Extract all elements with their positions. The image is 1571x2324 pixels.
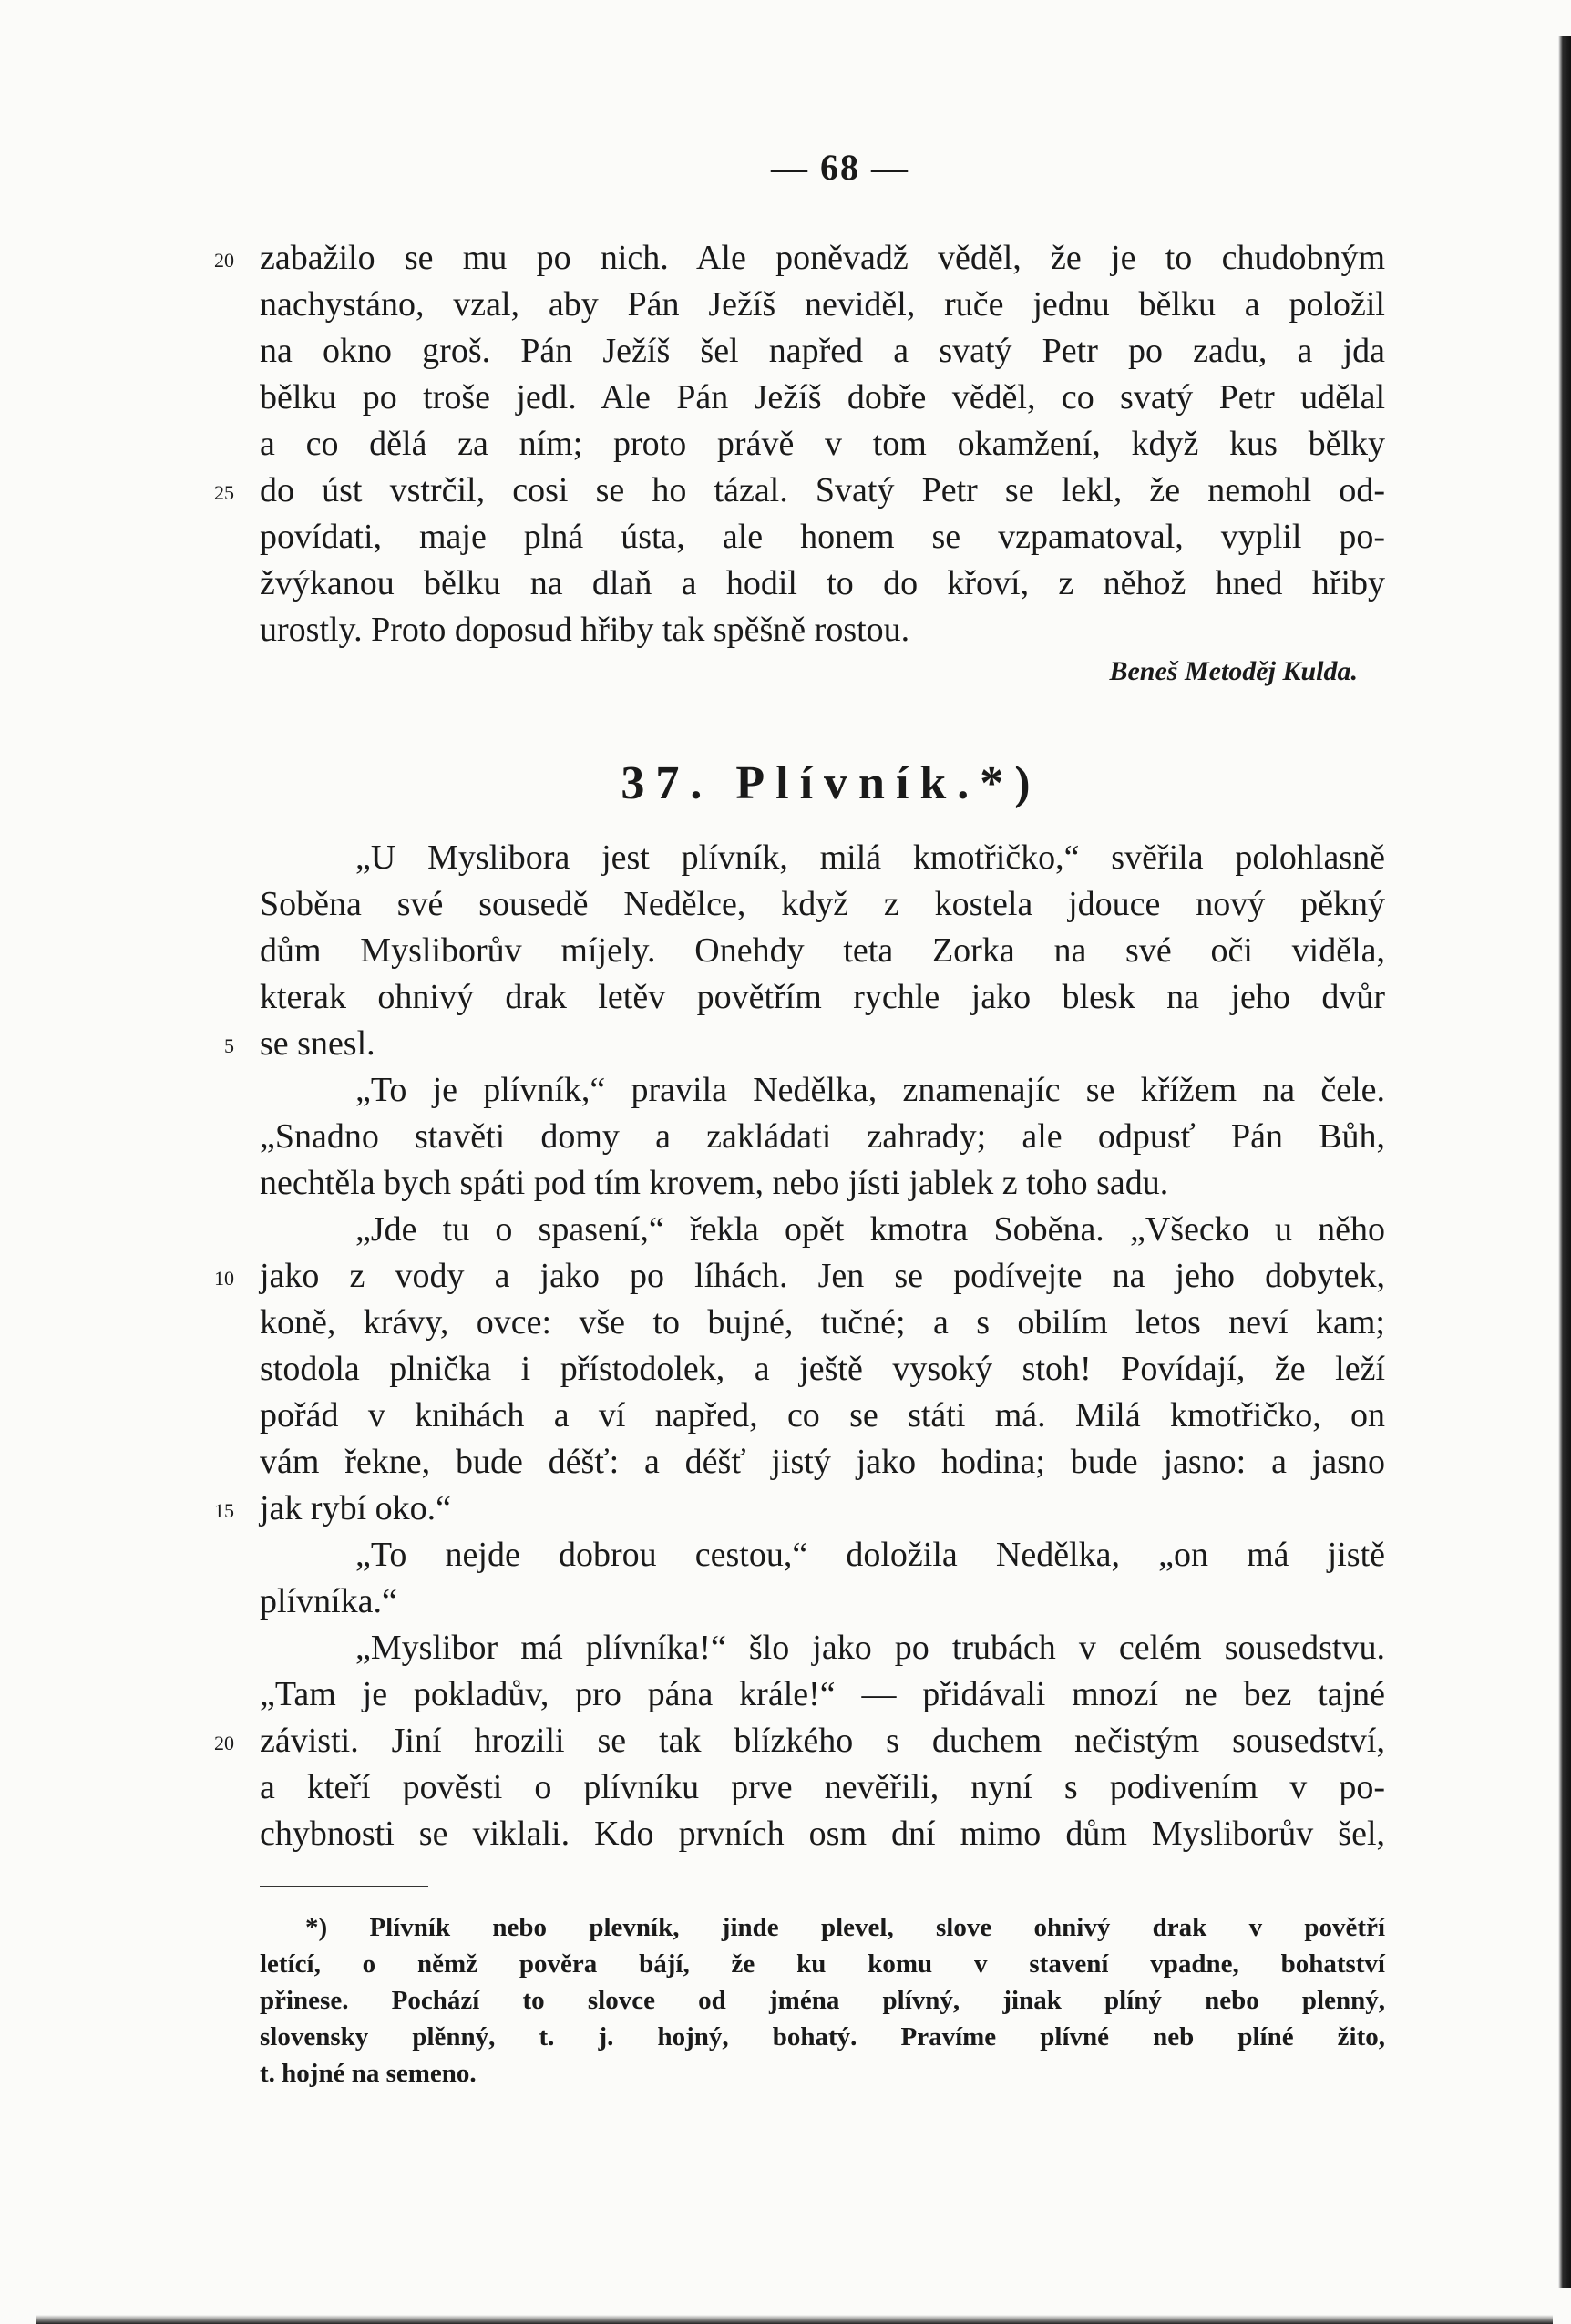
line-text: jak rybí oko.“ [260, 1489, 452, 1527]
text-line [260, 514, 1385, 560]
line-text: nachystáno, vzal, aby Pán Ježíš neviděl, ruče jednu bělku a položil [260, 285, 1385, 324]
text-block-top [214, 235, 1385, 653]
line-text: na okno groš. Pán Ježíš šel napřed a svatý Petr po zadu, a jda [260, 332, 1385, 370]
text-line [260, 560, 1385, 607]
text-line [260, 1811, 1385, 1857]
text-line [260, 881, 1385, 928]
line-text: a kteří pověsti o plívníku prve nevěřili, nyní s podivením v po- [260, 1768, 1385, 1806]
text-line [260, 421, 1385, 468]
text-line [214, 1253, 1385, 1300]
text-line [260, 1532, 1385, 1578]
footnote-line: letící, o němž pověra bájí, že ku komu v stavení vpadne, bohatství [260, 1949, 1385, 1979]
text-line [260, 974, 1385, 1021]
line-number: 20 [214, 249, 234, 272]
line-text: stodola plnička i přístodolek, a ještě vysoký stoh! Povídají, že leží [260, 1350, 1385, 1388]
text-line [260, 607, 1385, 653]
footnote-line: přinese. Pochází to slovce od jména plívný, jinak plíný nebo plenný, [260, 1986, 1385, 2015]
footnote [260, 1909, 1385, 2092]
line-text: žvýkanou bělku na dlaň a hodil to do křoví, z něhož hned hřiby [260, 564, 1385, 602]
line-number: 25 [214, 481, 234, 504]
text-line [260, 1346, 1385, 1393]
author-signature: Beneš Metoděj Kulda. [1109, 656, 1358, 686]
text-line [260, 1393, 1385, 1439]
line-text: se snesl. [260, 1024, 375, 1063]
line-text: urostly. Proto doposud hřiby tak spěšně rostou. [260, 611, 910, 649]
page-bottom-edge [36, 2315, 1553, 2324]
text-line [214, 468, 1385, 514]
footnote-rule [260, 1886, 428, 1887]
line-text: závisti. Jiní hrozili se tak blízkého s duchem nečistým sousedství, [260, 1722, 1385, 1760]
text-line [260, 1764, 1385, 1811]
page-edge-shadow [1558, 36, 1571, 2288]
text-line [260, 1067, 1385, 1114]
line-text: „Snadno stavěti domy a zakládati zahrady; ale odpusť Pán Bůh, [260, 1117, 1385, 1156]
line-text: bělku po troše jedl. Ale Pán Ježíš dobře věděl, co svatý Petr udělal [260, 378, 1385, 416]
line-text: „To nejde dobrou cestou,“ doložila Nedělka, „on má jistě [355, 1536, 1385, 1574]
text-line [260, 1207, 1385, 1253]
text-line [214, 1486, 1385, 1532]
text-block-body [214, 835, 1385, 1857]
line-text: „Tam je pokladův, pro pána krále!“ — přidávali mnozí ne bez tajné [260, 1675, 1385, 1713]
text-line [260, 835, 1385, 881]
text-line [260, 1114, 1385, 1160]
line-number: 5 [224, 1034, 234, 1057]
text-line [260, 1300, 1385, 1346]
line-text: „Jde tu o spasení,“ řekla opět kmotra Soběna. „Všecko u něho [355, 1210, 1385, 1249]
line-text: vám řekne, bude déšť: a déšť jistý jako hodina; bude jasno: a jasno [260, 1443, 1385, 1481]
text-line [214, 235, 1385, 282]
text-line [214, 1718, 1385, 1764]
line-text: nechtěla bych spáti pod tím krovem, nebo jísti jablek z toho sadu. [260, 1164, 1169, 1202]
line-text: pořád v knihách a ví napřed, co se státi má. Milá kmotřičko, on [260, 1396, 1385, 1435]
line-text: „Myslibor má plívníka!“ šlo jako po trubách v celém sousedstvu. [355, 1629, 1385, 1667]
page-number: — 68 — [771, 147, 909, 188]
text-line [260, 1439, 1385, 1486]
footnote-line: *) Plívník nebo plevník, jinde plevel, slove ohnivý drak v povětří [305, 1913, 1385, 1942]
line-text: jako z vody a jako po líhách. Jen se podívejte na jeho dobytek, [260, 1257, 1385, 1295]
footnote-line: t. hojné na semeno. [260, 2059, 477, 2088]
text-line [260, 928, 1385, 974]
line-text: Soběna své sousedě Nedělce, když z kostela jdouce nový pěkný [260, 885, 1385, 923]
text-line [260, 1578, 1385, 1625]
line-text: „U Myslibora jest plívník, milá kmotřičko,“ svěřila polohlasně [355, 838, 1385, 877]
line-text: zabažilo se mu po nich. Ale poněvadž věděl, že je to chudobným [260, 239, 1385, 277]
text-line [260, 1625, 1385, 1671]
line-text: dům Mysliborův míjely. Onehdy teta Zorka na své oči viděla, [260, 931, 1385, 970]
footnote-line: slovensky plěnný, t. j. hojný, bohatý. Pravíme plívné neb plíné žito, [260, 2022, 1385, 2051]
text-line [260, 375, 1385, 421]
line-number: 20 [214, 1732, 234, 1754]
line-text: „To je plívník,“ pravila Nedělka, znamenajíc se křížem na čele. [355, 1071, 1385, 1109]
text-line [224, 1021, 1385, 1067]
line-number: 10 [214, 1267, 234, 1290]
text-line [260, 1160, 1385, 1207]
text-line [260, 282, 1385, 328]
line-text: do úst vstrčil, cosi se ho tázal. Svatý Petr se lekl, že nemohl od- [260, 471, 1385, 509]
line-text: koně, krávy, ovce: vše to bujné, tučné; a s obilím letos neví kam; [260, 1303, 1385, 1342]
line-text: a co dělá za ním; proto právě v tom okamžení, když kus bělky [260, 425, 1385, 463]
text-line [260, 1671, 1385, 1718]
text-line [260, 328, 1385, 375]
line-text: plívníka.“ [260, 1582, 397, 1620]
line-number: 15 [214, 1499, 234, 1522]
line-text: povídati, maje plná ústa, ale honem se vzpamatoval, vyplil po- [260, 518, 1385, 556]
line-text: chybnosti se viklali. Kdo prvních osm dní mimo dům Mysliborův šel, [260, 1815, 1385, 1853]
line-text: kterak ohnivý drak letěv povětřím rychle jako blesk na jeho dvůr [260, 978, 1385, 1016]
chapter-title: 37. Plívník.*) [621, 757, 1042, 809]
